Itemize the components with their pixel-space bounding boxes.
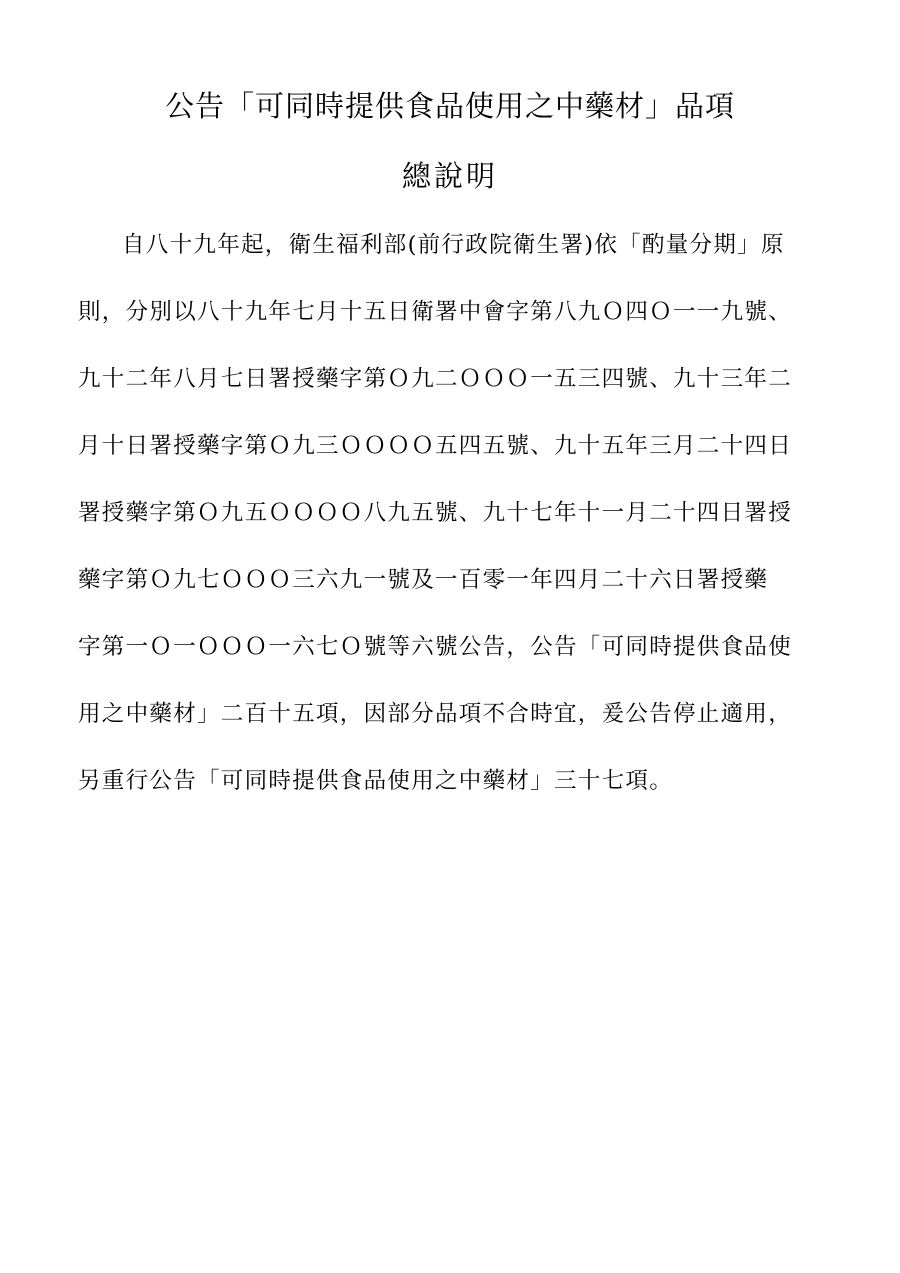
paragraph-line: 自八十九年起，衛生福利部(前行政院衛生署)依「酌量分期」原 (122, 232, 785, 258)
paragraph-line: 藥字第Ｏ九七ＯＯＯ三六九一號及一百零一年四月二十六日署授藥 (78, 567, 769, 593)
paragraph-line: 字第一Ｏ一ＯＯＯ一六七Ｏ號等六號公告，公告「可同時提供食品使 (78, 634, 793, 660)
document-title: 公告「可同時提供食品使用之中藥材」品項 (164, 89, 735, 123)
paragraph-line: 用之中藥材」二百十五項，因部分品項不合時宜，爰公告停止適用， (78, 701, 793, 727)
paragraph-line: 署授藥字第Ｏ九五ＯＯＯＯ八九五號、九十七年十一月二十四日署授 (78, 500, 793, 526)
document-subtitle: 總說明 (401, 159, 498, 193)
paragraph-line: 九十二年八月七日署授藥字第Ｏ九二ＯＯＯ一五三四號、九十三年二 (78, 366, 793, 392)
body-paragraph (78, 218, 838, 821)
paragraph-line: 另重行公告「可同時提供食品使用之中藥材」三十七項。 (78, 768, 674, 794)
paragraph-line: 月十日署授藥字第Ｏ九三ＯＯＯＯ五四五號、九十五年三月二十四日 (78, 433, 793, 459)
paragraph-line: 則，分別以八十九年七月十五日衛署中會字第八九Ｏ四Ｏ一一九號、 (78, 299, 793, 325)
